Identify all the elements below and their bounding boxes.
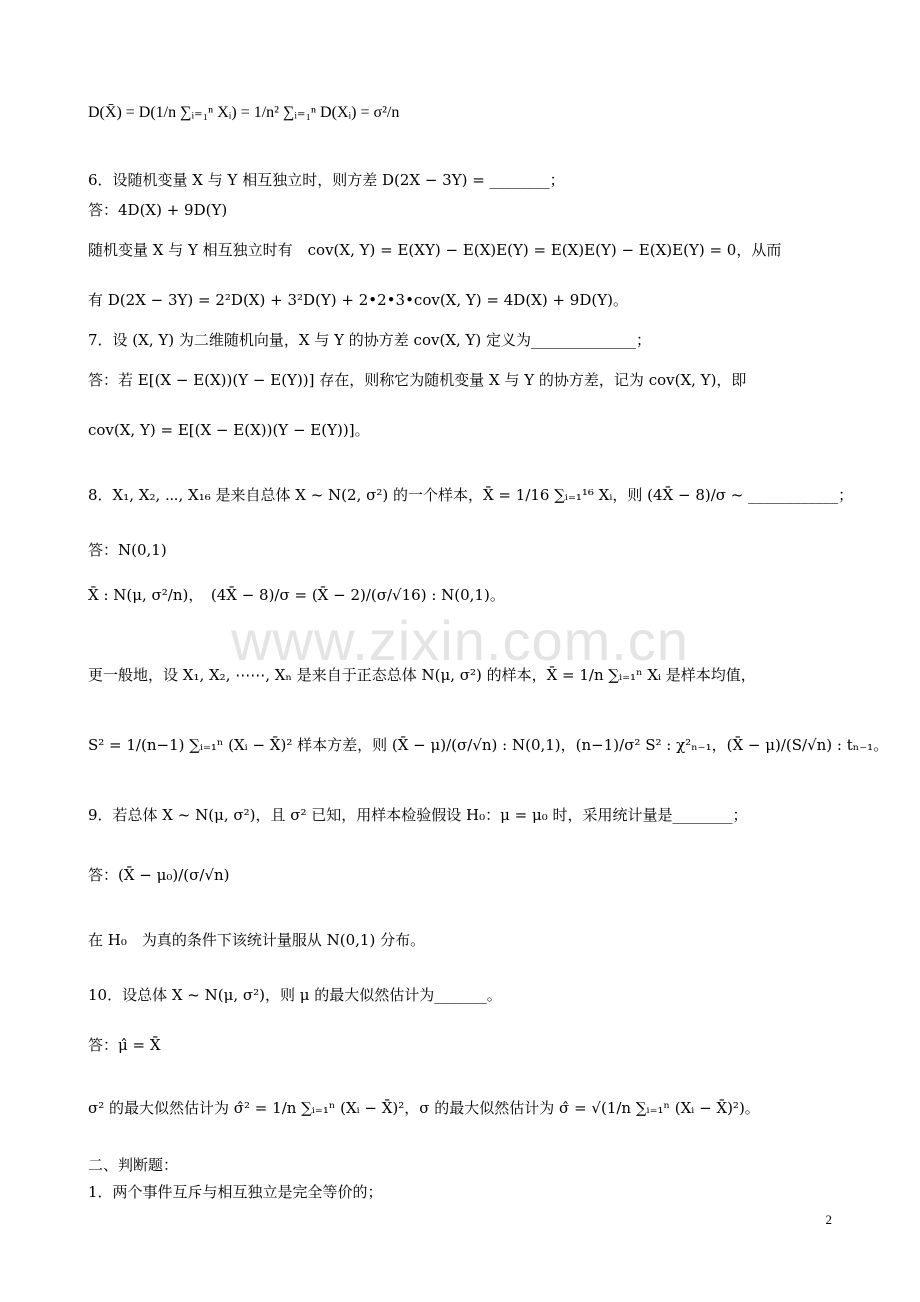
question-6: 6．设随机变量 X 与 Y 相互独立时，则方差 D(2X − 3Y) = ________；: [88, 171, 565, 189]
explanation-8: X̄ : N(μ, σ²/n)， (4X̄ − 8)/σ = (X̄ − 2)/(σ/√16) : N(0,1)。: [88, 586, 505, 604]
question-9: 9．若总体 X ~ N(μ, σ²)，且 σ² 已知，用样本检验假设 H₀：μ = μ₀ 时，采用统计量是________；: [88, 806, 748, 824]
general-note-line-2: S² = 1/(n−1) ∑ᵢ₌₁ⁿ (Xᵢ − X̄)² 样本方差，则 (X̄ − μ)/(σ/√n) : N(0,1)，(n−1)/σ² S² : χ²ₙ₋₁，(X̄ − μ)/(S/√n) : tₙ₋₁。: [88, 736, 889, 754]
section-heading-true-false: 二、判断题：: [88, 1156, 179, 1174]
answer-6: 答：4D(X) + 9D(Y): [88, 201, 228, 219]
watermark: www.zixin.com.cn: [231, 609, 689, 672]
explanation-6-line-1: 随机变量 X 与 Y 相互独立时有 cov(X, Y) = E(XY) − E(X)E(Y) = E(X)E(Y) − E(X)E(Y) = 0，从而: [88, 241, 782, 259]
true-false-item-1: 1．两个事件互斥与相互独立是完全等价的；: [88, 1183, 383, 1201]
answer-9: 答：(X̄ − μ₀)/(σ/√n): [88, 866, 230, 884]
answer-7-line-1: 答：若 E[(X − E(X))(Y − E(Y))] 存在，则称它为随机变量 X 与 Y 的协方差，记为 cov(X, Y)，即: [88, 371, 747, 389]
question-8: 8．X₁, X₂, ⋯, X₁₆ 是来自总体 X ~ N(2, σ²) 的一个样本，X̄ = 1/16 ∑ᵢ₌₁¹⁶ Xᵢ，则 (4X̄ − 8)/σ ~ ____________；: [88, 486, 854, 504]
question-10: 10．设总体 X ~ N(μ, σ²)，则 μ 的最大似然估计为_______。: [88, 986, 502, 1004]
general-note-line-1: 更一般地，设 X₁, X₂, ⋯⋯, Xₙ 是来自于正态总体 N(μ, σ²) 的样本，X̄ = 1/n ∑ᵢ₌₁ⁿ Xᵢ 是样本均值，: [88, 666, 756, 684]
question-7: 7．设 (X, Y) 为二维随机向量，X 与 Y 的协方差 cov(X, Y) 定义为______________；: [88, 331, 652, 349]
answer-8: 答：N(0,1): [88, 541, 167, 559]
explanation-10: σ² 的最大似然估计为 σ̂² = 1/n ∑ᵢ₌₁ⁿ (Xᵢ − X̄)²，σ 的最大似然估计为 σ̂ = √(1/n ∑ᵢ₌₁ⁿ (Xᵢ − X̄)²)。: [88, 1099, 760, 1117]
page-number: 2: [825, 1212, 832, 1227]
formula-var-mean: D(X̄) = D(1/n ∑ᵢ₌₁ⁿ Xᵢ) = 1/n² ∑ᵢ₌₁ⁿ D(Xᵢ) = σ²/n: [88, 104, 400, 121]
explanation-6-line-2: 有 D(2X − 3Y) = 2²D(X) + 3²D(Y) + 2•2•3•cov(X, Y) = 4D(X) + 9D(Y)。: [88, 291, 628, 309]
answer-10: 答：μ̂ = X̄: [88, 1036, 161, 1054]
explanation-9: 在 H₀ 为真的条件下该统计量服从 N(0,1) 分布。: [88, 931, 426, 949]
answer-7-line-2: cov(X, Y) = E[(X − E(X))(Y − E(Y))]。: [88, 421, 370, 439]
